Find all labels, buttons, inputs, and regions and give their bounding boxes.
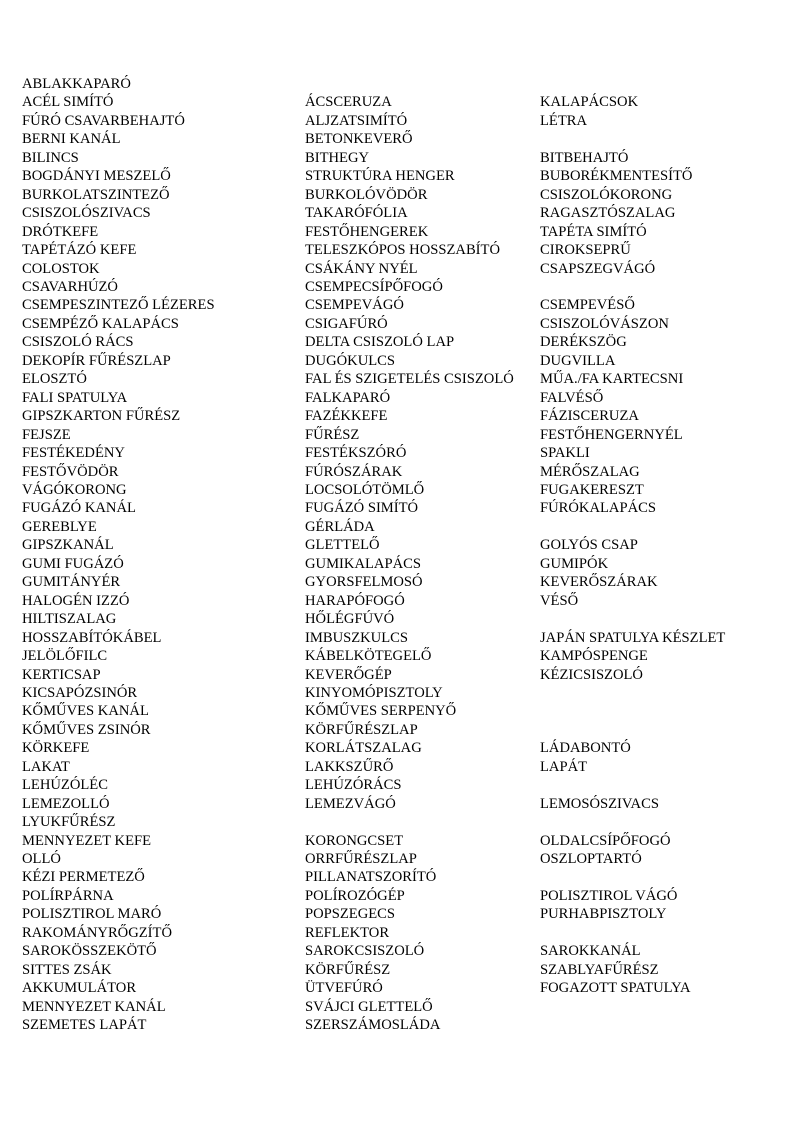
tool-name-cell: [540, 721, 790, 739]
tool-name-cell: CSAVARHÚZÓ: [22, 278, 118, 295]
tool-name-cell: OLLÓ: [22, 851, 61, 868]
tool-name-cell: CSÁKÁNY NYÉL: [305, 260, 418, 277]
tool-name-cell: SAROKÖSSZEKÖTŐ: [22, 943, 157, 960]
tool-name-cell: SAROKKANÁL: [540, 943, 641, 960]
tool-name-cell: PILLANATSZORÍTÓ: [305, 869, 437, 886]
tool-name-cell: BETONKEVERŐ: [305, 131, 413, 148]
tool-name-cell: LÁDABONTÓ: [540, 740, 631, 757]
tool-name-cell: HOSSZABÍTÓKÁBEL: [22, 629, 162, 646]
tool-name-cell: FUGAKERESZT: [540, 481, 644, 498]
tool-name-cell: FÁZISCERUZA: [540, 408, 639, 425]
tool-name-cell: ÁCSCERUZA: [305, 94, 392, 111]
tool-name-cell: MÉRŐSZALAG: [540, 463, 640, 480]
tool-name-cell: BITBEHAJTÓ: [540, 149, 629, 166]
tool-name-cell: CSEMPEVÉSŐ: [540, 297, 635, 314]
tool-name-cell: POLISZTIROL VÁGÓ: [540, 887, 678, 904]
tool-name-cell: CSEMPEVÁGÓ: [305, 297, 404, 314]
tool-name-cell: CSAPSZEGVÁGÓ: [540, 260, 656, 277]
table-row: [22, 536, 790, 554]
table-row: [22, 1016, 790, 1034]
tool-name-cell: DUGÓKULCS: [305, 352, 395, 369]
table-row: [22, 684, 790, 702]
tool-name-cell: ABLAKKAPARÓ: [22, 76, 131, 92]
tool-name-cell: [540, 924, 790, 942]
table-row: [22, 149, 790, 167]
tool-name-cell: HALOGÉN IZZÓ: [22, 592, 130, 609]
tool-name-cell: [540, 684, 790, 702]
tool-name-cell: FESTŐHENGEREK: [305, 223, 429, 240]
tool-name-cell: [540, 278, 790, 296]
tool-name-cell: OSZLOPTARTÓ: [540, 851, 642, 868]
tool-name-cell: [540, 813, 790, 831]
tool-name-cell: [540, 75, 790, 93]
tool-name-cell: AKKUMULÁTOR: [22, 980, 137, 997]
tool-name-cell: FAL ÉS SZIGETELÉS CSISZOLÓ: [305, 371, 514, 388]
tool-name-cell: MENNYEZET KANÁL: [22, 998, 166, 1015]
table-row: [22, 370, 790, 388]
tool-name-cell: LYUKFŰRÉSZ: [22, 814, 116, 831]
tool-name-cell: LEMEZVÁGÓ: [305, 795, 396, 812]
tool-name-cell: LAKKSZŰRŐ: [305, 758, 394, 775]
table-row: [22, 296, 790, 314]
tool-name-cell: FÚRÓSZÁRAK: [305, 463, 403, 480]
tool-name-cell: ALJZATSIMÍTÓ: [305, 112, 408, 129]
table-row: [22, 592, 790, 610]
tool-name-cell: FÚRÓ CSAVARBEHAJTÓ: [22, 112, 185, 129]
tool-name-cell: FÚRÓKALAPÁCS: [540, 500, 656, 517]
tool-list-table: [22, 75, 790, 1035]
tool-name-cell: TELESZKÓPOS HOSSZABÍTÓ: [305, 242, 500, 259]
tool-name-cell: OLDALCSÍPŐFOGÓ: [540, 832, 671, 849]
tool-name-cell: CSISZOLÓVÁSZON: [540, 315, 669, 332]
tool-name-cell: LOCSOLÓTÖMLŐ: [305, 481, 425, 498]
tool-name-cell: MŰA./FA KARTECSNI: [540, 371, 684, 388]
table-row: [22, 223, 790, 241]
tool-name-cell: LEMOSÓSZIVACS: [540, 795, 659, 812]
tool-name-cell: DRÓTKEFE: [22, 223, 99, 240]
tool-name-cell: CIROKSEPRŰ: [540, 242, 631, 259]
tool-name-cell: HŐLÉGFÚVÓ: [305, 611, 395, 628]
tool-name-cell: GYORSFELMOSÓ: [305, 574, 423, 591]
tool-name-cell: BURKOLÓVÖDÖR: [305, 186, 428, 203]
tool-name-cell: [540, 1016, 790, 1034]
tool-name-cell: FAZÉKKEFE: [305, 408, 388, 425]
table-row: [22, 167, 790, 185]
tool-name-cell: SITTES ZSÁK: [22, 961, 112, 978]
table-row: [22, 93, 790, 111]
table-row: [22, 481, 790, 499]
tool-name-cell: GEREBLYE: [22, 518, 97, 535]
tool-name-cell: TAPÉTÁZÓ KEFE: [22, 242, 137, 259]
tool-name-cell: BOGDÁNYI MESZELŐ: [22, 168, 171, 185]
tool-name-cell: CSISZOLÓSZIVACS: [22, 205, 151, 222]
tool-name-cell: SAROKCSISZOLÓ: [305, 943, 425, 960]
tool-name-cell: LAPÁT: [540, 758, 588, 775]
tool-name-cell: KORONGCSET: [305, 832, 404, 849]
tool-name-cell: KERTICSAP: [22, 666, 101, 683]
tool-name-cell: KÖRFŰRÉSZLAP: [305, 721, 418, 738]
tool-name-cell: JAPÁN SPATULYA KÉSZLET: [540, 629, 726, 646]
table-row: [22, 702, 790, 720]
tool-name-cell: CSISZOLÓKORONG: [540, 186, 673, 203]
tool-name-cell: FEJSZE: [22, 426, 71, 443]
table-row: [22, 112, 790, 130]
tool-name-cell: POLISZTIROL MARÓ: [22, 906, 162, 923]
tool-name-cell: SZERSZÁMOSLÁDA: [305, 1017, 441, 1034]
table-row: [22, 352, 790, 370]
tool-name-cell: LÉTRA: [540, 112, 588, 129]
table-row: [22, 721, 790, 739]
tool-name-cell: ELOSZTÓ: [22, 371, 87, 388]
table-row: [22, 666, 790, 684]
tool-name-cell: GLETTELŐ: [305, 537, 380, 554]
tool-name-cell: DERÉKSZÖG: [540, 334, 627, 351]
tool-name-cell: CSEMPECSÍPŐFOGÓ: [305, 278, 443, 295]
table-row: [22, 573, 790, 591]
tool-name-cell: HARAPÓFOGÓ: [305, 592, 405, 609]
tool-name-cell: KALAPÁCSOK: [540, 94, 639, 111]
tool-name-cell: MENNYEZET KEFE: [22, 832, 152, 849]
tool-name-cell: CSISZOLÓ RÁCS: [22, 334, 134, 351]
table-row: [22, 333, 790, 351]
tool-name-cell: SZEMETES LAPÁT: [22, 1017, 147, 1034]
tool-name-cell: KÁBELKÖTEGELŐ: [305, 648, 432, 665]
tool-name-cell: FUGÁZÓ KANÁL: [22, 500, 136, 517]
tool-name-cell: BERNI KANÁL: [22, 131, 121, 148]
tool-name-cell: [540, 518, 790, 536]
tool-name-cell: TAKARÓFÓLIA: [305, 205, 408, 222]
tool-name-cell: FESTŐVÖDÖR: [22, 463, 119, 480]
tool-name-cell: IMBUSZKULCS: [305, 629, 408, 646]
tool-name-cell: COLOSTOK: [22, 260, 100, 277]
tool-name-cell: FOGAZOTT SPATULYA: [540, 980, 691, 997]
tool-name-cell: GÉRLÁDA: [305, 518, 375, 535]
table-row: [22, 315, 790, 333]
tool-name-cell: FŰRÉSZ: [305, 426, 360, 443]
tool-name-cell: PURHABPISZTOLY: [540, 906, 667, 923]
table-row: [22, 610, 790, 628]
tool-name-cell: LEHÚZÓLÉC: [22, 777, 108, 794]
table-row: [22, 463, 790, 481]
tool-name-cell: RAKOMÁNYRŐGZÍTŐ: [22, 924, 172, 941]
tool-name-cell: GUMIKALAPÁCS: [305, 555, 421, 572]
tool-name-cell: GUMI FUGÁZÓ: [22, 555, 124, 572]
tool-name-cell: FESTÉKSZÓRÓ: [305, 445, 407, 462]
tool-name-cell: GOLYÓS CSAP: [540, 537, 638, 554]
table-row: [22, 204, 790, 222]
tool-name-cell: VÉSŐ: [540, 592, 579, 609]
tool-name-cell: KŐMŰVES KANÁL: [22, 703, 149, 720]
tool-name-cell: POLÍROZÓGÉP: [305, 887, 405, 904]
table-row: [22, 75, 790, 93]
tool-name-cell: POPSZEGECS: [305, 906, 396, 923]
tool-name-cell: VÁGÓKORONG: [22, 481, 127, 498]
table-row: [22, 868, 790, 886]
table-row: [22, 186, 790, 204]
tool-name-cell: FALVÉSŐ: [540, 389, 604, 406]
table-row: [22, 739, 790, 757]
tool-name-cell: TAPÉTA SIMÍTÓ: [540, 223, 647, 240]
table-row: [22, 776, 790, 794]
tool-name-cell: FALI SPATULYA: [22, 389, 128, 406]
tool-name-cell: FESTŐHENGERNYÉL: [540, 426, 683, 443]
tool-name-cell: LEHÚZÓRÁCS: [305, 777, 402, 794]
tool-name-cell: KEVERŐSZÁRAK: [540, 574, 658, 591]
tool-name-cell: BILINCS: [22, 149, 79, 166]
tool-name-cell: GIPSZKANÁL: [22, 537, 114, 554]
tool-name-cell: GUMIPÓK: [540, 555, 609, 572]
tool-name-cell: FUGÁZÓ SIMÍTÓ: [305, 500, 419, 517]
tool-name-cell: ÜTVEFÚRÓ: [305, 980, 383, 997]
tool-name-cell: REFLEKTOR: [305, 924, 390, 941]
tool-name-cell: [305, 75, 540, 93]
tool-name-cell: FESTÉKEDÉNY: [22, 445, 125, 462]
table-row: [22, 795, 790, 813]
tool-name-cell: SVÁJCI GLETTELŐ: [305, 998, 433, 1015]
table-row: [22, 407, 790, 425]
tool-name-cell: KÖRKEFE: [22, 740, 90, 757]
tool-name-cell: [540, 998, 790, 1016]
table-row: [22, 647, 790, 665]
table-row: [22, 850, 790, 868]
tool-name-cell: [540, 868, 790, 886]
table-row: [22, 130, 790, 148]
tool-name-cell: SZABLYAFŰRÉSZ: [540, 961, 659, 978]
tool-name-cell: KŐMŰVES SERPENYŐ: [305, 703, 457, 720]
tool-name-cell: CSIGAFÚRÓ: [305, 315, 388, 332]
tool-name-cell: GIPSZKARTON FŰRÉSZ: [22, 408, 181, 425]
tool-name-cell: KICSAPÓZSINÓR: [22, 684, 138, 701]
table-row: [22, 832, 790, 850]
tool-name-cell: DEKOPÍR FŰRÉSZLAP: [22, 352, 171, 369]
tool-name-cell: SPAKLI: [540, 445, 590, 462]
table-row: [22, 887, 790, 905]
table-row: [22, 499, 790, 517]
tool-name-cell: CSEMPÉZŐ KALAPÁCS: [22, 315, 179, 332]
tool-name-cell: [540, 610, 790, 628]
table-row: [22, 979, 790, 997]
tool-name-cell: KŐMŰVES ZSINÓR: [22, 721, 151, 738]
tool-name-cell: KORLÁTSZALAG: [305, 740, 422, 757]
tool-name-cell: KÖRFŰRÉSZ: [305, 961, 391, 978]
tool-name-cell: RAGASZTÓSZALAG: [540, 205, 676, 222]
tool-name-cell: [305, 813, 540, 831]
tool-name-cell: [540, 702, 790, 720]
tool-name-cell: ORRFŰRÉSZLAP: [305, 851, 417, 868]
tool-name-cell: KINYOMÓPISZTOLY: [305, 684, 443, 701]
table-row: [22, 278, 790, 296]
tool-name-cell: DELTA CSISZOLÓ LAP: [305, 334, 455, 351]
tool-name-cell: JELÖLŐFILC: [22, 648, 108, 665]
table-row: [22, 629, 790, 647]
tool-name-cell: LEMEZOLLÓ: [22, 795, 110, 812]
tool-name-cell: BITHEGY: [305, 149, 370, 166]
table-row: [22, 905, 790, 923]
table-row: [22, 241, 790, 259]
table-row: [22, 813, 790, 831]
tool-name-cell: ACÉL SIMÍTÓ: [22, 94, 114, 111]
tool-name-cell: KAMPÓSPENGE: [540, 648, 648, 665]
table-row: [22, 555, 790, 573]
table-row: [22, 758, 790, 776]
table-row: [22, 942, 790, 960]
table-row: [22, 444, 790, 462]
table-row: [22, 518, 790, 536]
tool-name-cell: GUMITÁNYÉR: [22, 574, 121, 591]
tool-name-cell: LAKAT: [22, 758, 70, 775]
tool-name-cell: KEVERŐGÉP: [305, 666, 392, 683]
tool-name-cell: POLÍRPÁRNA: [22, 887, 114, 904]
tool-name-cell: BUBORÉKMENTESÍTŐ: [540, 168, 693, 185]
tool-name-cell: KÉZICSISZOLÓ: [540, 666, 643, 683]
tool-name-cell: BURKOLATSZINTEZŐ: [22, 186, 170, 203]
table-row: [22, 961, 790, 979]
table-row: [22, 260, 790, 278]
table-row: [22, 924, 790, 942]
tool-name-cell: DUGVILLA: [540, 352, 616, 369]
tool-name-cell: KÉZI PERMETEZŐ: [22, 869, 145, 886]
table-row: [22, 998, 790, 1016]
tool-name-cell: CSEMPESZINTEZŐ LÉZERES: [22, 297, 215, 314]
tool-name-cell: STRUKTÚRA HENGER: [305, 168, 455, 185]
tool-name-cell: FALKAPARÓ: [305, 389, 391, 406]
tool-name-cell: HILTISZALAG: [22, 611, 117, 628]
table-row: [22, 426, 790, 444]
tool-list-body: [22, 75, 790, 1035]
tool-name-cell: [540, 130, 790, 148]
tool-name-cell: [540, 776, 790, 794]
table-row: [22, 389, 790, 407]
